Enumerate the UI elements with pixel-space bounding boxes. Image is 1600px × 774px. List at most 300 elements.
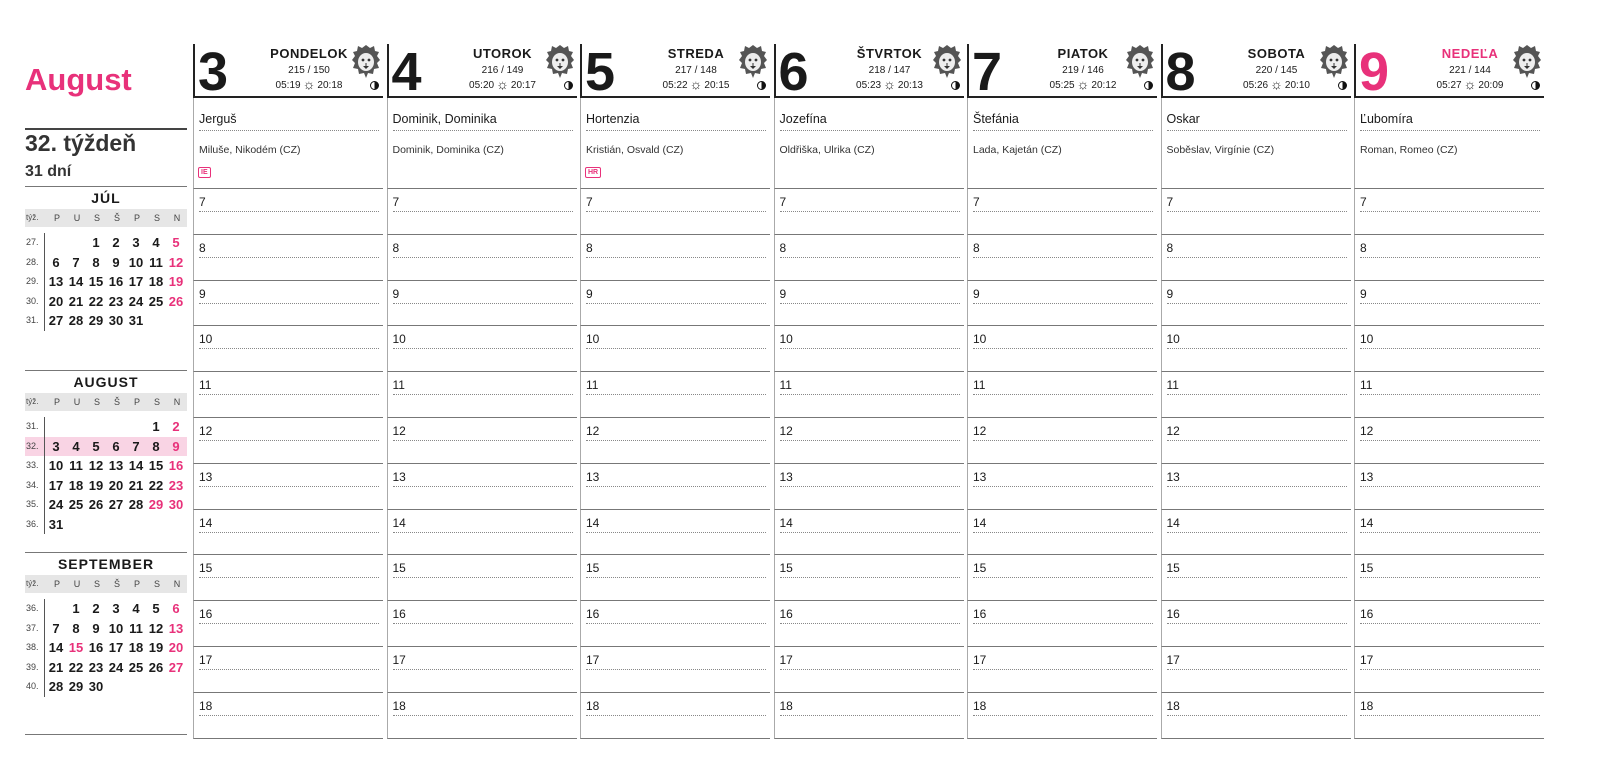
- hour-label: 15: [973, 559, 1153, 578]
- hour-slot[interactable]: [193, 281, 383, 327]
- hour-label: 7: [199, 193, 379, 212]
- hour-slot[interactable]: [1354, 372, 1544, 418]
- nameday-sk: Jerguš: [199, 112, 379, 131]
- sun-times: [834, 76, 946, 92]
- hour-slot[interactable]: [1161, 189, 1351, 235]
- nameday-box: [774, 98, 964, 189]
- hour-label: 11: [199, 376, 379, 395]
- hour-slot[interactable]: [967, 601, 1157, 647]
- day-number: [146, 311, 166, 331]
- hour-slot[interactable]: [387, 189, 577, 235]
- hour-slot[interactable]: [193, 693, 383, 739]
- weekday-label: S: [93, 397, 100, 407]
- week-number-label: 31.: [25, 417, 45, 437]
- lion-icon: [738, 44, 768, 80]
- sun-icon: ☼: [1270, 76, 1283, 92]
- day-number: [66, 515, 86, 535]
- day-number: 1: [92, 235, 100, 250]
- weekday-label: Š: [113, 213, 120, 223]
- hour-label: 18: [199, 697, 379, 716]
- mini-calendar-title: AUGUST: [25, 370, 187, 393]
- hour-slot[interactable]: [1354, 510, 1544, 556]
- hour-slot[interactable]: [967, 189, 1157, 235]
- day-number: 29: [68, 679, 84, 694]
- week-row: [25, 658, 187, 678]
- nameday-sk: Štefánia: [973, 112, 1153, 131]
- weekday-label: Š: [113, 397, 120, 407]
- hour-slot[interactable]: [967, 693, 1157, 739]
- hour-label: 9: [199, 285, 379, 304]
- sun-times: [447, 76, 559, 92]
- nameday-box: [967, 98, 1157, 189]
- hour-slot[interactable]: [193, 464, 383, 510]
- day-number: 3: [112, 601, 120, 616]
- sunset-time: 20:17: [510, 80, 536, 91]
- mini-calendar-title: SEPTEMBER: [25, 552, 187, 575]
- hour-label: 9: [393, 285, 573, 304]
- month-title: August: [25, 62, 132, 97]
- hour-slot[interactable]: [580, 555, 770, 601]
- day-number: 5: [92, 438, 100, 454]
- hour-slot[interactable]: [193, 510, 383, 556]
- hour-label: 14: [199, 514, 379, 533]
- day-number: 8: [152, 438, 160, 454]
- hour-label: 13: [199, 468, 379, 487]
- moon-phase-icon: [1338, 81, 1347, 90]
- day-number: 16: [108, 274, 124, 289]
- hour-slot[interactable]: [774, 235, 964, 281]
- day-of-year: 216 / 149: [481, 65, 524, 76]
- day-number: 11: [129, 620, 143, 636]
- day-number: 6: [112, 438, 120, 454]
- hour-label: 11: [1360, 376, 1540, 395]
- hour-slot[interactable]: [774, 555, 964, 601]
- sunrise-time: 05:27: [1436, 80, 1462, 91]
- day-number: [46, 233, 66, 253]
- mini-calendar: [25, 186, 187, 331]
- hour-label: 9: [973, 285, 1153, 304]
- week-row: [25, 638, 187, 658]
- hour-label: 14: [780, 514, 960, 533]
- day-number: 31: [128, 313, 144, 328]
- hour-slot[interactable]: [1161, 510, 1351, 556]
- hour-label: 15: [1167, 559, 1347, 578]
- hour-label: 13: [780, 468, 960, 487]
- hour-label: 16: [199, 605, 379, 624]
- hour-label: 10: [973, 330, 1153, 349]
- hour-slot[interactable]: [1161, 281, 1351, 327]
- hour-label: 13: [1167, 468, 1347, 487]
- hour-label: 8: [1167, 239, 1347, 258]
- day-number: [106, 677, 126, 697]
- week-number-label: 39.: [25, 658, 45, 678]
- hour-slot[interactable]: [774, 281, 964, 327]
- hour-slot[interactable]: [193, 418, 383, 464]
- hour-slot[interactable]: [1354, 189, 1544, 235]
- hour-label: 16: [1167, 605, 1347, 624]
- day-number: 30: [108, 313, 124, 328]
- hour-label: 14: [393, 514, 573, 533]
- week-number-label: 40.: [25, 677, 45, 697]
- day-number: 7: [72, 254, 80, 270]
- hour-slot[interactable]: [967, 235, 1157, 281]
- hour-slot[interactable]: [1354, 601, 1544, 647]
- sun-times: [640, 76, 752, 92]
- day-number: 23: [88, 659, 104, 675]
- weekday-label: P: [133, 213, 140, 223]
- hour-slot[interactable]: [580, 189, 770, 235]
- hour-slot[interactable]: [193, 235, 383, 281]
- sunrise-time: 05:22: [662, 80, 688, 91]
- weekday-label: N: [173, 579, 181, 589]
- hour-label: 8: [393, 239, 573, 258]
- sun-icon: ☼: [302, 76, 316, 92]
- hour-slot[interactable]: [387, 647, 577, 693]
- day-number: 5: [172, 235, 180, 250]
- day-number: [126, 417, 146, 437]
- week-number-label: 28.: [25, 253, 45, 273]
- moon-phase-icon: [1531, 81, 1540, 90]
- hour-label: 13: [586, 468, 766, 487]
- day-name: NEDEĽA: [1441, 46, 1499, 61]
- hour-label: 14: [586, 514, 766, 533]
- day-number: [126, 677, 146, 697]
- day-number: 31: [48, 516, 64, 532]
- hour-label: 7: [586, 193, 766, 212]
- lion-icon: [1125, 44, 1155, 80]
- weekday-label: S: [153, 579, 160, 589]
- hour-slot[interactable]: [1354, 235, 1544, 281]
- day-number: 9: [112, 254, 120, 270]
- hour-slot[interactable]: [967, 418, 1157, 464]
- day-number: 26: [148, 659, 164, 675]
- hour-label: 16: [973, 605, 1153, 624]
- day-number: 28: [48, 679, 64, 694]
- hour-slot[interactable]: [774, 189, 964, 235]
- divider: [25, 734, 187, 735]
- hour-label: 13: [973, 468, 1153, 487]
- hour-slot[interactable]: [580, 372, 770, 418]
- day-header: [1161, 42, 1351, 102]
- mini-calendar: [25, 552, 187, 697]
- moon-phase-icon: [757, 81, 766, 90]
- hour-slot[interactable]: [1161, 326, 1351, 372]
- hour-slot[interactable]: [774, 510, 964, 556]
- hour-slot[interactable]: [1161, 372, 1351, 418]
- hour-slot[interactable]: [774, 647, 964, 693]
- day-number: 18: [128, 640, 144, 655]
- day-number: 1: [72, 601, 80, 616]
- day-number: 27: [108, 497, 124, 512]
- day-number: 22: [148, 477, 164, 493]
- day-number: 11: [69, 458, 83, 473]
- day-number: [86, 515, 106, 535]
- weekday-label: P: [53, 579, 60, 589]
- day-number: 16: [168, 458, 184, 473]
- hour-label: 11: [586, 376, 766, 395]
- day-number: 15: [68, 640, 84, 655]
- hour-label: 8: [586, 239, 766, 258]
- hour-slot[interactable]: [1354, 693, 1544, 739]
- week-row: [25, 311, 187, 331]
- hour-label: 7: [393, 193, 573, 212]
- hour-slot[interactable]: [387, 555, 577, 601]
- holiday-flag: HR: [585, 167, 601, 178]
- hour-label: 10: [780, 330, 960, 349]
- sun-icon: ☼: [689, 76, 703, 92]
- hour-label: 18: [1167, 697, 1347, 716]
- day-column: [193, 44, 383, 736]
- hour-slot[interactable]: [1161, 418, 1351, 464]
- day-number: 5: [152, 601, 160, 616]
- hour-slot[interactable]: [1354, 326, 1544, 372]
- hour-slot[interactable]: [580, 693, 770, 739]
- weekday-label: týž.: [26, 579, 39, 588]
- day-number: 9: [172, 438, 180, 454]
- day-number: 19: [148, 640, 164, 655]
- nameday-box: [193, 98, 383, 189]
- weekday-label: U: [73, 579, 81, 589]
- hour-slot[interactable]: [967, 647, 1157, 693]
- hour-label: 15: [586, 559, 766, 578]
- day-number: 4: [132, 601, 140, 616]
- hour-slot[interactable]: [1354, 555, 1544, 601]
- day-number: [166, 311, 186, 331]
- current-week-row: [25, 437, 187, 457]
- hour-slot[interactable]: [580, 601, 770, 647]
- hour-label: 9: [780, 285, 960, 304]
- hour-slot[interactable]: [387, 693, 577, 739]
- day-number: [46, 599, 66, 619]
- hour-slot[interactable]: [967, 281, 1157, 327]
- day-name: UTOROK: [472, 46, 533, 61]
- hour-slot[interactable]: [193, 555, 383, 601]
- hour-label: 7: [780, 193, 960, 212]
- hour-label: 7: [1167, 193, 1347, 212]
- week-row: [25, 253, 187, 273]
- hour-slot[interactable]: [580, 235, 770, 281]
- hour-slot[interactable]: [774, 464, 964, 510]
- day-number: 21: [128, 477, 144, 493]
- day-number: [146, 677, 166, 697]
- weekday-label: Š: [113, 579, 120, 589]
- day-number: 2: [92, 601, 100, 616]
- hour-label: 10: [586, 330, 766, 349]
- day-number: 20: [168, 640, 184, 655]
- hour-slot[interactable]: [1161, 647, 1351, 693]
- hour-slot[interactable]: [193, 372, 383, 418]
- hour-slot[interactable]: [580, 326, 770, 372]
- day-number: 30: [88, 679, 104, 694]
- hour-slot[interactable]: [580, 418, 770, 464]
- hour-slot[interactable]: [774, 693, 964, 739]
- day-number: 18: [68, 477, 84, 493]
- hour-slot[interactable]: [774, 601, 964, 647]
- hour-slot[interactable]: [1161, 464, 1351, 510]
- day-number: 14: [68, 274, 84, 289]
- week-number: 32. týždeň: [25, 130, 137, 156]
- day-number: 4: [391, 42, 422, 102]
- weekday-label: U: [73, 397, 81, 407]
- weekday-label: U: [73, 213, 81, 223]
- day-number: [86, 417, 106, 437]
- day-header: [387, 42, 577, 102]
- mini-calendar: [25, 370, 187, 534]
- hour-slot[interactable]: [1161, 693, 1351, 739]
- week-row: [25, 272, 187, 292]
- nameday-box: [387, 98, 577, 189]
- hour-slot[interactable]: [387, 418, 577, 464]
- week-number-label: 36.: [25, 515, 45, 535]
- nameday-sk: Jozefína: [780, 112, 960, 131]
- hour-slot[interactable]: [387, 464, 577, 510]
- hour-slot[interactable]: [580, 510, 770, 556]
- day-number: 7: [972, 42, 1003, 102]
- hour-label: 18: [586, 697, 766, 716]
- day-number: 6: [172, 601, 180, 616]
- day-number: [106, 417, 126, 437]
- day-number: 23: [108, 293, 124, 309]
- hour-slot[interactable]: [1354, 418, 1544, 464]
- day-number: [66, 417, 86, 437]
- day-number: 21: [68, 293, 84, 309]
- day-number: 29: [148, 497, 164, 512]
- hour-slot[interactable]: [387, 510, 577, 556]
- hour-slot[interactable]: [967, 510, 1157, 556]
- week-number-label: 38.: [25, 638, 45, 658]
- day-number: 14: [48, 640, 64, 655]
- day-number: 3: [52, 438, 60, 454]
- hour-label: 15: [780, 559, 960, 578]
- day-of-year: 218 / 147: [868, 65, 911, 76]
- hour-slot[interactable]: [580, 281, 770, 327]
- hour-label: 18: [1360, 697, 1540, 716]
- hour-slot[interactable]: [1354, 464, 1544, 510]
- day-header: [1354, 42, 1544, 102]
- hour-slot[interactable]: [387, 281, 577, 327]
- lion-icon: [545, 44, 575, 80]
- day-number: 17: [108, 640, 124, 655]
- hour-slot[interactable]: [580, 647, 770, 693]
- hour-slot[interactable]: [1161, 235, 1351, 281]
- hour-slot[interactable]: [387, 326, 577, 372]
- weekday-label: P: [53, 397, 60, 407]
- hour-slot[interactable]: [193, 326, 383, 372]
- weekday-label: S: [153, 397, 160, 407]
- day-number: 25: [68, 497, 84, 512]
- day-of-year: 217 / 148: [675, 65, 717, 76]
- week-number-label: 29.: [25, 272, 45, 292]
- hour-slot[interactable]: [387, 601, 577, 647]
- hour-label: 14: [1360, 514, 1540, 533]
- hour-label: 9: [1167, 285, 1347, 304]
- hour-slot[interactable]: [774, 418, 964, 464]
- day-number: 9: [1359, 42, 1390, 102]
- weekday-label: týž.: [26, 397, 39, 406]
- day-of-year: 215 / 150: [288, 65, 330, 76]
- hour-label: 10: [393, 330, 573, 349]
- day-number: 16: [88, 640, 104, 655]
- hour-label: 12: [973, 422, 1153, 441]
- hour-label: 10: [199, 330, 379, 349]
- day-number: [66, 233, 86, 253]
- hour-label: 17: [199, 651, 379, 670]
- hour-slot[interactable]: [967, 555, 1157, 601]
- nameday-box: [1161, 98, 1351, 189]
- sun-icon: ☼: [496, 76, 509, 92]
- day-number: 9: [92, 620, 100, 636]
- day-number: 13: [108, 458, 124, 473]
- day-number: 10: [48, 458, 64, 473]
- hour-label: 16: [1360, 605, 1540, 624]
- day-number: 8: [92, 254, 100, 270]
- day-number: 24: [128, 293, 144, 309]
- hour-slot[interactable]: [387, 372, 577, 418]
- day-of-year: 219 / 146: [1062, 65, 1104, 76]
- day-number: 15: [88, 274, 104, 289]
- hour-label: 15: [1360, 559, 1540, 578]
- day-number: 24: [108, 659, 124, 675]
- hour-slot[interactable]: [193, 647, 383, 693]
- hour-slot[interactable]: [967, 326, 1157, 372]
- hour-slot[interactable]: [193, 601, 383, 647]
- sun-times: [253, 76, 365, 92]
- day-header: [774, 42, 964, 102]
- week-number-label: 37.: [25, 619, 45, 639]
- hour-slot[interactable]: [1354, 281, 1544, 327]
- hour-slot[interactable]: [1161, 601, 1351, 647]
- day-number: 25: [128, 659, 144, 675]
- hour-slot[interactable]: [1354, 647, 1544, 693]
- hour-label: 16: [393, 605, 573, 624]
- sun-icon: ☼: [1076, 76, 1090, 92]
- hour-label: 17: [780, 651, 960, 670]
- hour-slot[interactable]: [580, 464, 770, 510]
- day-header: [580, 42, 770, 102]
- weekday-label: S: [153, 213, 160, 223]
- sun-times: [1221, 76, 1333, 92]
- day-number: 27: [48, 313, 64, 328]
- hour-slot[interactable]: [967, 464, 1157, 510]
- day-column: [580, 44, 770, 736]
- hour-label: 12: [586, 422, 766, 441]
- nameday-sk: Ľubomíra: [1360, 112, 1540, 131]
- hour-slot[interactable]: [1161, 555, 1351, 601]
- hour-label: 14: [973, 514, 1153, 533]
- day-number: 12: [168, 254, 184, 270]
- hour-label: 12: [393, 422, 573, 441]
- hour-slot[interactable]: [774, 326, 964, 372]
- day-number: 24: [48, 497, 64, 512]
- day-number: [46, 417, 66, 437]
- day-name: SOBOTA: [1247, 46, 1306, 61]
- day-column: [1161, 44, 1351, 736]
- hour-label: 7: [1360, 193, 1540, 212]
- hour-slot[interactable]: [193, 189, 383, 235]
- lion-icon: [1512, 44, 1542, 80]
- weekday-label: N: [173, 397, 181, 407]
- day-number: 10: [108, 620, 124, 636]
- nameday-cz: Soběslav, Virgínie (CZ): [1166, 144, 1275, 156]
- hour-slot[interactable]: [387, 235, 577, 281]
- hour-slot[interactable]: [967, 372, 1157, 418]
- day-number: 27: [168, 659, 184, 675]
- day-column: [967, 44, 1157, 736]
- sunset-time: 20:09: [1478, 80, 1504, 91]
- week-number-label: 27.: [25, 233, 45, 253]
- day-of-year: 220 / 145: [1255, 65, 1298, 76]
- hour-slot[interactable]: [774, 372, 964, 418]
